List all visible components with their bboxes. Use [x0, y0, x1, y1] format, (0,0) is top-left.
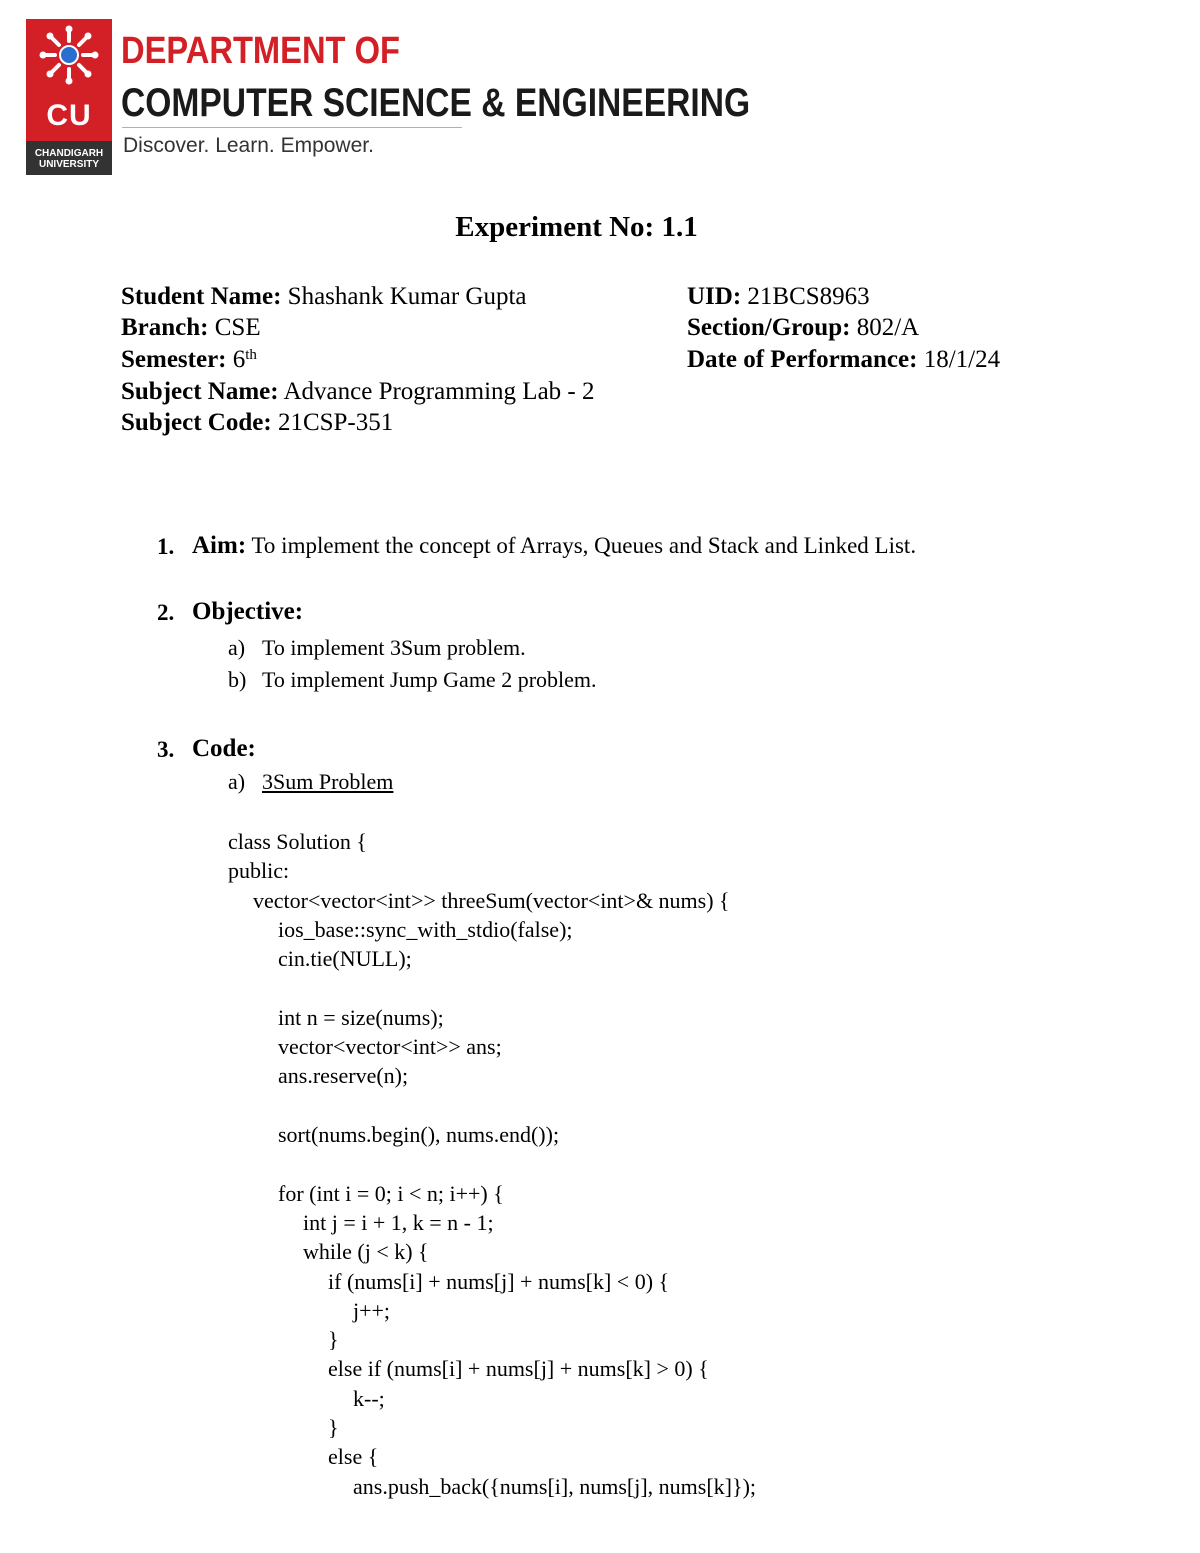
- code-line: ans.reserve(n);: [278, 1063, 409, 1088]
- code-heading: [192, 735, 256, 763]
- department-heading-line2: COMPUTER SCIENCE & ENGINEERING: [121, 81, 751, 125]
- subject-code-row: [121, 408, 393, 438]
- experiment-title: Experiment No: 1.1: [455, 211, 698, 243]
- objective-heading: [192, 598, 303, 626]
- subject-name-label: Subject Name:: [121, 378, 279, 405]
- subject-name-value: Advance Programming Lab - 2: [278, 378, 595, 405]
- code-line: int n = size(nums);: [278, 1005, 444, 1030]
- branch-value: CSE: [208, 314, 261, 341]
- student-name-label: Student Name:: [121, 283, 282, 310]
- subject-code-label: Subject Code:: [121, 409, 272, 436]
- code-line: for (int i = 0; i < n; i++) {: [278, 1181, 504, 1206]
- objective-item-letter: b): [228, 667, 247, 692]
- subject-code-value: 21CSP-351: [271, 409, 394, 436]
- section-value: 802/A: [850, 314, 920, 341]
- code-line: ios_base::sync_with_stdio(false);: [278, 917, 573, 942]
- code-line: vector<vector<int>> threeSum(vector<int>& nums) {: [253, 888, 730, 913]
- objective-item: To implement Jump Game 2 problem.: [262, 667, 597, 692]
- code-line: vector<vector<int>> ans;: [278, 1034, 502, 1059]
- tagline: Discover. Learn. Empower.: [123, 134, 374, 157]
- code-line: if (nums[i] + nums[j] + nums[k] < 0) {: [328, 1269, 670, 1294]
- code-line: while (j < k) {: [303, 1239, 429, 1264]
- code-line: else if (nums[i] + nums[j] + nums[k] > 0) {: [328, 1356, 709, 1381]
- code-number: 3.: [157, 737, 175, 762]
- branch-label: Branch:: [121, 314, 209, 341]
- uid-row: [687, 282, 870, 312]
- date-row: [687, 345, 1000, 375]
- aim-section: [192, 532, 916, 560]
- department-heading-line1: DEPARTMENT OF: [121, 30, 400, 72]
- objective-label: Objective:: [192, 598, 304, 625]
- header-divider: [122, 127, 462, 128]
- student-name-value: Shashank Kumar Gupta: [281, 283, 527, 310]
- date-label: Date of Performance:: [687, 346, 918, 373]
- code-line: }: [328, 1327, 339, 1352]
- uid-label: UID:: [687, 283, 742, 310]
- date-value: 18/1/24: [917, 346, 1001, 373]
- objective-item-letter: a): [228, 635, 246, 660]
- aim-number: 1.: [157, 534, 175, 559]
- logo-university-name: CHANDIGARH UNIVERSITY: [34, 148, 104, 170]
- code-sub-letter: a): [228, 769, 246, 794]
- aim-label: Aim:: [192, 532, 247, 559]
- code-line: int j = i + 1, k = n - 1;: [303, 1210, 494, 1235]
- semester-suffix: th: [245, 347, 257, 363]
- subject-name-row: [121, 377, 595, 407]
- code-line: k--;: [353, 1386, 385, 1411]
- code-label: Code:: [192, 735, 256, 762]
- code-line: public:: [228, 858, 290, 883]
- university-emblem-icon: [39, 25, 99, 85]
- section-label: Section/Group:: [687, 314, 851, 341]
- semester-label: Semester:: [121, 346, 227, 373]
- objective-number: 2.: [157, 600, 175, 625]
- code-line: sort(nums.begin(), nums.end());: [278, 1122, 560, 1147]
- code-line: class Solution {: [228, 829, 367, 854]
- semester-row: [121, 345, 257, 375]
- code-line: cin.tie(NULL);: [278, 946, 412, 971]
- branch-row: [121, 313, 261, 343]
- aim-text: To implement the concept of Arrays, Queues and Stack and Linked List.: [246, 533, 917, 558]
- student-name-row: [121, 282, 527, 312]
- university-logo: [26, 19, 112, 170]
- semester-value: 6: [226, 346, 246, 373]
- section-row: [687, 313, 919, 343]
- code-line: j++;: [353, 1298, 391, 1323]
- logo-letters: CU: [46, 99, 92, 132]
- code-line: else {: [328, 1444, 379, 1469]
- code-sub-title: 3Sum Problem: [262, 769, 394, 794]
- code-line: ans.push_back({nums[i], nums[j], nums[k]});: [353, 1474, 757, 1499]
- uid-value: 21BCS8963: [741, 283, 870, 310]
- objective-item: To implement 3Sum problem.: [262, 635, 526, 660]
- code-line: }: [328, 1415, 339, 1440]
